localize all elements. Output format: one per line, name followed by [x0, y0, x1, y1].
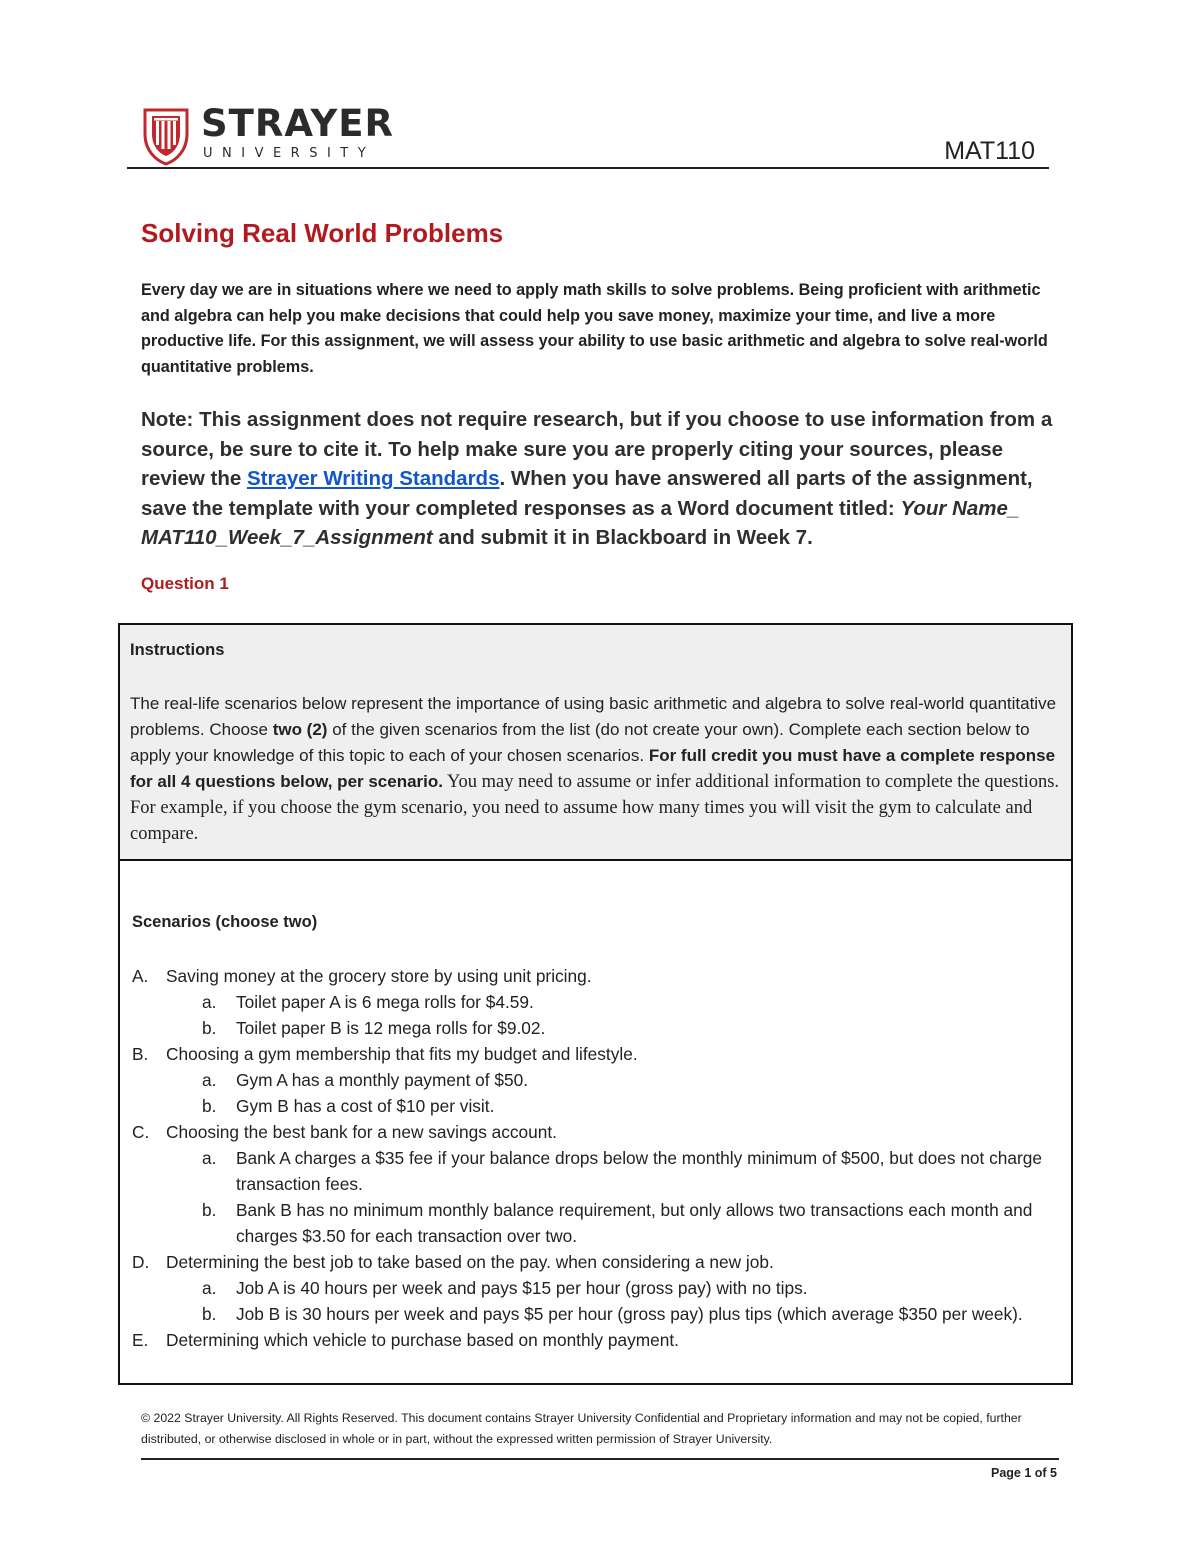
list-text: Determining which vehicle to purchase based on monthly payment. — [166, 1330, 679, 1350]
instructions-cell — [120, 625, 1071, 861]
list-label: b. — [202, 1018, 217, 1038]
list-text: Gym A has a monthly payment of $50. — [236, 1070, 529, 1090]
instructions-text-1: The real-life scenarios below represent the importance of using basic arithmetic and algebra to solve real-world quantitative problems. Choose — [130, 694, 1057, 739]
instructions-text-2: of the given scenarios from the list (do not create your own). Complete each section below to apply your knowledge of this topic to each of your chosen scenarios. — [130, 720, 1030, 765]
document-title: Solving Real World Problems — [141, 218, 504, 248]
list-text: Job A is 40 hours per week and pays $15 per hour (gross pay) with no tips. — [236, 1278, 808, 1298]
list-label: A. — [132, 966, 149, 986]
list-label: b. — [202, 1200, 217, 1220]
instructions-bold-2: For full credit you must have a complete response for all 4 questions below, per scenario. — [130, 746, 1056, 791]
course-code: MAT110 — [944, 137, 1035, 165]
list-text: Toilet paper A is 6 mega rolls for $4.59. — [236, 992, 534, 1012]
question-table — [118, 623, 1073, 1385]
list-text: Bank B has no minimum monthly balance requirement, but only allows two transactions each month and charges $3.50 for each transaction over two. — [236, 1200, 1033, 1246]
list-label: E. — [132, 1330, 149, 1350]
question-heading: Question 1 — [141, 574, 229, 593]
list-label: B. — [132, 1044, 149, 1064]
list-item — [132, 963, 1067, 989]
copyright-notice: © 2022 Strayer University. All Rights Reserved. This document contains Strayer University Confidential and Proprietary information and may not be copied, further distributed, or otherwise disclosed in whole or in part, without the expressed written permission of Strayer University. — [141, 1411, 1022, 1446]
logo-subtitle: UNIVERSITY — [203, 146, 376, 161]
list-item — [132, 1197, 1067, 1249]
logo-wordmark: STRAYER — [201, 102, 395, 145]
note-text-1: Note: This assignment does not require research, but if you choose to use information from a source, be sure to cite it. To help make sure you are properly citing your sources, please review the — [141, 408, 1053, 490]
list-label: D. — [132, 1252, 150, 1272]
list-label: b. — [202, 1096, 217, 1116]
instructions-text-3: You may need to assume or infer additional information to complete the questions. For example, if you choose the gym scenario, you need to assume how many times you will visit the gym to calculate and compare. — [130, 772, 1060, 844]
instructions-bold-1: two (2) — [272, 720, 328, 739]
list-label: a. — [202, 1278, 217, 1298]
footer-divider — [141, 1458, 1059, 1460]
list-item — [132, 1119, 1067, 1145]
list-text: Choosing the best bank for a new savings account. — [166, 1122, 557, 1142]
list-item — [132, 989, 1067, 1015]
list-item — [132, 1041, 1067, 1067]
list-label: a. — [202, 1070, 217, 1090]
note-text-3: and submit it in Blackboard in Week 7. — [432, 526, 813, 549]
list-item — [132, 1015, 1067, 1041]
list-text: Bank A charges a $35 fee if your balance drops below the monthly minimum of $500, but does not charge transaction fees. — [236, 1148, 1042, 1194]
note-filename: Your Name_ MAT110_Week_7_Assignment — [141, 496, 1020, 549]
shield-logo-icon — [143, 108, 189, 166]
list-item — [132, 1275, 1067, 1301]
list-label: C. — [132, 1122, 150, 1142]
instructions-title: Instructions — [130, 641, 225, 659]
list-item — [132, 1145, 1067, 1197]
list-item — [132, 1301, 1067, 1327]
list-text: Job B is 30 hours per week and pays $5 per hour (gross pay) plus tips (which average $350 per week). — [236, 1304, 1023, 1324]
list-text: Saving money at the grocery store by using unit pricing. — [166, 966, 592, 986]
list-text: Gym B has a cost of $10 per visit. — [236, 1096, 495, 1116]
list-label: b. — [202, 1304, 217, 1324]
strayer-logo — [143, 102, 403, 168]
note-text-2: . When you have answered all parts of the assignment, save the template with your completed responses as a Word document titled: — [141, 467, 1033, 520]
list-text: Toilet paper B is 12 mega rolls for $9.02. — [236, 1018, 546, 1038]
page-number: Page 1 of 5 — [991, 1466, 1057, 1480]
list-text: Determining the best job to take based on the pay. when considering a new job. — [166, 1252, 774, 1272]
instructions-body — [130, 691, 1065, 847]
list-item — [132, 1249, 1067, 1275]
list-item — [132, 1093, 1067, 1119]
list-label: a. — [202, 992, 217, 1012]
scenarios-list — [132, 963, 1067, 1353]
list-item — [132, 1067, 1067, 1093]
intro-paragraph: Every day we are in situations where we need to apply math skills to solve problems. Being proficient with arithmetic and algebra can help you make decisions that could help you save money, maximize your time, and live a more productive life. For this assignment, we will assess your ability to use basic arithmetic and algebra to solve real-world quantitative problems. — [141, 281, 1048, 376]
header-divider — [127, 167, 1049, 169]
list-text: Choosing a gym membership that fits my budget and lifestyle. — [166, 1044, 638, 1064]
list-label: a. — [202, 1148, 217, 1168]
writing-standards-link[interactable]: Strayer Writing Standards — [246, 467, 500, 490]
note-paragraph — [141, 405, 1061, 553]
scenarios-title: Scenarios (choose two) — [132, 913, 318, 931]
list-item — [132, 1327, 1067, 1353]
